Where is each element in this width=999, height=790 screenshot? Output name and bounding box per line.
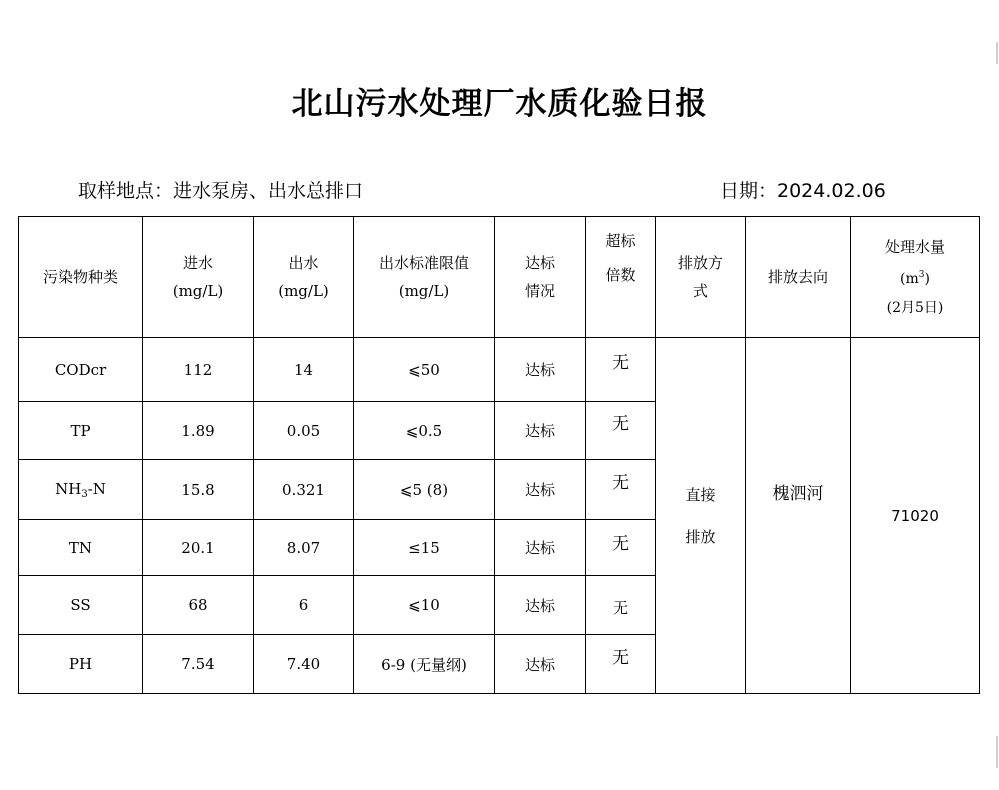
influent-value: 68 bbox=[143, 576, 254, 635]
compliance-status: 达标 bbox=[495, 338, 586, 402]
limit-value: ⩽50 bbox=[354, 338, 495, 402]
influent-value: 1.89 bbox=[143, 402, 254, 460]
header-method: 排放方 式 bbox=[656, 217, 746, 338]
exceed-multiple: 无 bbox=[586, 635, 656, 694]
pollutant-name: PH bbox=[19, 635, 143, 694]
pollutant-name: CODcr bbox=[19, 338, 143, 402]
limit-value: ⩽5 (8) bbox=[354, 460, 495, 520]
exceed-multiple: 无 bbox=[586, 520, 656, 576]
effluent-value: 8.07 bbox=[254, 520, 354, 576]
pollutant-name: SS bbox=[19, 576, 143, 635]
header-compliance: 达标 情况 bbox=[495, 217, 586, 338]
effluent-value: 0.321 bbox=[254, 460, 354, 520]
limit-value: ⩽10 bbox=[354, 576, 495, 635]
influent-value: 7.54 bbox=[143, 635, 254, 694]
edge-mark-bottom bbox=[996, 736, 998, 768]
header-pollutant: 污染物种类 bbox=[19, 217, 143, 338]
pollutant-name: TN bbox=[19, 520, 143, 576]
effluent-value: 6 bbox=[254, 576, 354, 635]
sample-location: 取样地点：进水泵房、出水总排口 bbox=[78, 180, 364, 202]
pollutant-name: TP bbox=[19, 402, 143, 460]
header-row bbox=[19, 217, 980, 338]
compliance-status: 达标 bbox=[495, 635, 586, 694]
discharge-destination: 槐泗河 bbox=[746, 338, 851, 694]
pollutant-name: $NH_3-N$ bbox=[19, 460, 143, 520]
report-title: 北山污水处理厂水质化验日报 bbox=[291, 86, 708, 122]
compliance-status: 达标 bbox=[495, 460, 586, 520]
discharge-method: 直接 排放 bbox=[656, 338, 746, 694]
limit-value: 6-9 (无量纲) bbox=[354, 635, 495, 694]
limit-value: ≤15 bbox=[354, 520, 495, 576]
treated-volume: 71020 bbox=[851, 338, 980, 694]
header-influent: 进水 (mg/L) bbox=[143, 217, 254, 338]
exceed-multiple: 无 bbox=[586, 402, 656, 460]
influent-value: 15.8 bbox=[143, 460, 254, 520]
exceed-multiple: 无 bbox=[586, 460, 656, 520]
header-exceed: 超标 倍数 bbox=[586, 217, 656, 338]
header-volume: 处理水量 $(m^3)$ (2月5日) bbox=[851, 217, 980, 338]
compliance-status: 达标 bbox=[495, 520, 586, 576]
water-quality-table bbox=[18, 216, 980, 694]
limit-value: ⩽0.5 bbox=[354, 402, 495, 460]
influent-value: 20.1 bbox=[143, 520, 254, 576]
compliance-status: 达标 bbox=[495, 576, 586, 635]
report-date: 日期：2024.02.06 bbox=[720, 180, 886, 202]
influent-value: 112 bbox=[143, 338, 254, 402]
header-limit: 出水标准限值 (mg/L) bbox=[354, 217, 495, 338]
edge-mark-top bbox=[996, 42, 998, 64]
exceed-multiple: 无 bbox=[586, 576, 656, 635]
exceed-multiple: 无 bbox=[586, 338, 656, 402]
effluent-value: 14 bbox=[254, 338, 354, 402]
header-destination: 排放去向 bbox=[746, 217, 851, 338]
compliance-status: 达标 bbox=[495, 402, 586, 460]
effluent-value: 0.05 bbox=[254, 402, 354, 460]
effluent-value: 7.40 bbox=[254, 635, 354, 694]
table-row bbox=[19, 338, 980, 402]
header-effluent: 出水 (mg/L) bbox=[254, 217, 354, 338]
